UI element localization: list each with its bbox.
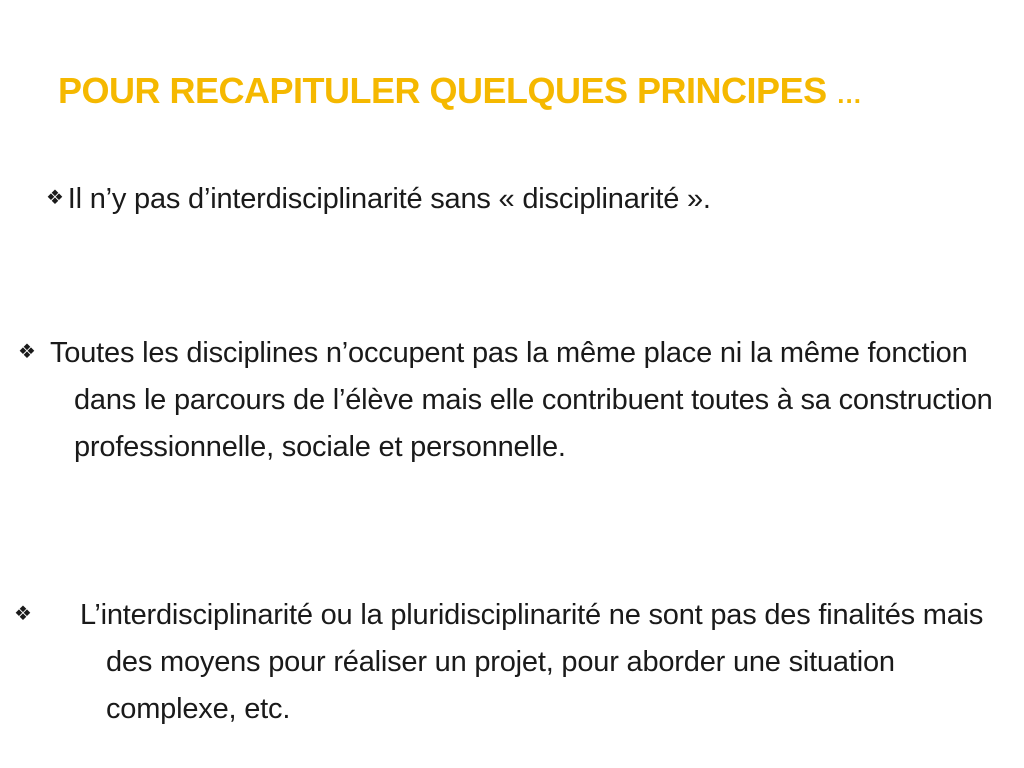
slide-title: [58, 70, 862, 112]
bullet-text-1: Il n’y pas d’interdisciplinarité sans « disciplinarité ».: [67, 183, 711, 215]
bullet-item-2: ❖ Toutes les disciplines n’occupent pas la même place ni la même fonction dans le parcours de l’élève mais elle contribuent toutes à sa construction professionnelle, sociale et personnelle.: [18, 337, 993, 463]
diamond-cluster-icon: ❖: [46, 185, 64, 209]
bullet-text-2: Toutes les disciplines n’occupent pas la même place ni la même fonction dans le parcours de l’élève mais elle contribuent toutes à sa construction professionnelle, sociale et personnelle.: [50, 337, 993, 463]
bullet-item-1: [46, 176, 976, 223]
bullet-item-3: ❖ L’interdisciplinarité ou la pluridisciplinarité ne sont pas des finalités mais des moyens pour réaliser un projet, pour aborder une situation complexe, etc.: [14, 599, 984, 725]
slide-title-ellipsis: …: [836, 79, 862, 109]
slide-title-text: POUR RECAPITULER QUELQUES PRINCIPES: [58, 70, 827, 111]
bullet-text-3: L’interdisciplinarité ou la pluridisciplinarité ne sont pas des finalités mais des moyens pour réaliser un projet, pour aborder une situation complexe, etc.: [80, 599, 984, 725]
